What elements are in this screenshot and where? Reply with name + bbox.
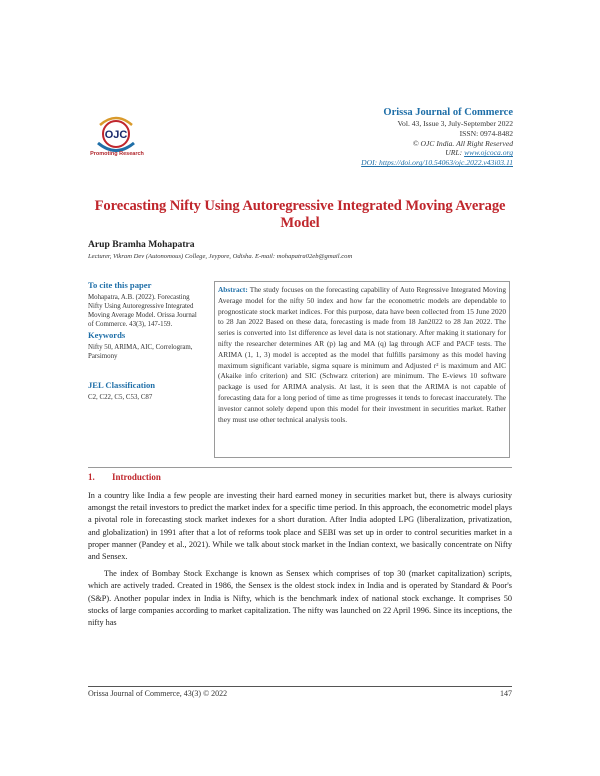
journal-issn: ISSN: 0974-8482 [459, 128, 513, 138]
footer-divider [88, 686, 512, 687]
keywords-heading: Keywords [88, 330, 126, 340]
keywords-block [88, 331, 200, 362]
paper-title: Forecasting Nifty Using Autoregressive Integrated Moving Average Model [94, 198, 506, 231]
body-paragraph-1: In a country like India a few people are investing their hard earned money in securities market but, there is always curiosity amongst the retail investors to predict the market index for a specific time period. In this approach, the econometric model plays a pivotal role in forecasting stock market indexes for a short duration. After India adopted LPG (liberalization, privatization, and globalization) in 1991 after that a lot of reforms took place and SEBI was set up in order to control securities market in a proper manner (Pandey et al., 2021). While we talk about stock market in the Indian context, we basically concentrate on Nifty and Sensex. [88, 491, 512, 562]
keywords-text: Nifty 50, ARIMA, AIC, Correlogram, Parsimony [88, 343, 193, 360]
jel-heading: JEL Classification [88, 380, 156, 390]
abstract-box [214, 281, 510, 458]
cite-heading: To cite this paper [88, 280, 152, 290]
abstract-label: Abstract: [218, 285, 248, 294]
cite-block [88, 281, 200, 330]
journal-url-link[interactable]: www.ojcoca.org [464, 148, 513, 158]
journal-masthead [361, 106, 513, 168]
author-affiliation: Lecturer, Vikram Dev (Autonomous) College, Jeypore, Odisha. E-mail: mohapatra02eb@gmail.com [88, 253, 353, 260]
section-heading [88, 472, 161, 482]
journal-volume: Vol. 43, Issue 3, July-September 2022 [397, 119, 513, 128]
abstract-text: The study focuses on the forecasting capability of Auto Regressive Integrated Moving Average model for the nifty 50 index and how far the econometric models are dependable to prognosticate stock market indices. For this purpose, data have been collected from 15 June 2020 to 28 Jan 2022 Based on these data, forecasting is made from 18 Jan2022 to 28 Jan 2022. The series is converted into 1st difference as level data is not stationary. After making it stationary for nifty the researcher determines AR (p) lag and MA (q) lag through ACF and PACF tests. The ARIMA (1, 1, 3) model is accepted as the model that fulfills parsimony as this model having maximum significant variable, sigma square is minimum and Adjusted r² is maximum and AIC (Akaike info criterion) and SIC (Schwarz criterion) are minimum. The E-views 10 software package is used for ARIMA analysis. At last, it is seen that the ARIMA is not capable of forecasting data for a long period of time as time progresses it tends to forecast inaccurately. The investor cannot solely depend upon this model for their investment in securities market. Rather they must use other technical analysis tools. [218, 285, 506, 424]
jel-block [88, 381, 200, 403]
author-name: Arup Bramha Mohapatra [88, 239, 195, 250]
journal-url-line [361, 148, 513, 158]
section-title: Introduction [112, 472, 161, 482]
logo-text: OJC [104, 129, 128, 141]
jel-text: C2, C22, C5, C53, C87 [88, 393, 153, 401]
doi-link[interactable]: DOI: https://doi.org/10.54063/ojc.2022.v43i03.11 [361, 158, 513, 168]
url-label: URL: [445, 148, 465, 158]
footer-citation: Orissa Journal of Commerce, 43(3) © 2022 [88, 689, 228, 698]
journal-rights: © OJC India. All Right Reserved [412, 138, 513, 148]
section-divider [88, 467, 512, 468]
section-number: 1. [88, 472, 95, 482]
section-body [88, 490, 512, 629]
logo-caption: Promoting Research [90, 151, 144, 157]
cite-text: Mohapatra, A.B. (2022). Forecasting Nifty Using Autoregressive Integrated Moving Average Model. Orissa Journal of Commerce. 43(3), 147-159. [88, 293, 197, 328]
body-paragraph-2: The index of Bombay Stock Exchange is known as Sensex which comprises of top 30 (market capitalization) scripts, which are actively traded. Created in 1986, the Sensex is the oldest stock index in India and is operated by Standard & Poor's (S&P). Another popular index in India is Nifty, which is the benchmark index of national stock exchange. It comprises 50 stocks of large companies according to market capitalization. The nifty was launched on 22 April 1996. Since its inceptions, the nifty has [88, 569, 512, 628]
journal-name: Orissa Journal of Commerce [383, 107, 513, 118]
page-number: 147 [500, 689, 512, 698]
